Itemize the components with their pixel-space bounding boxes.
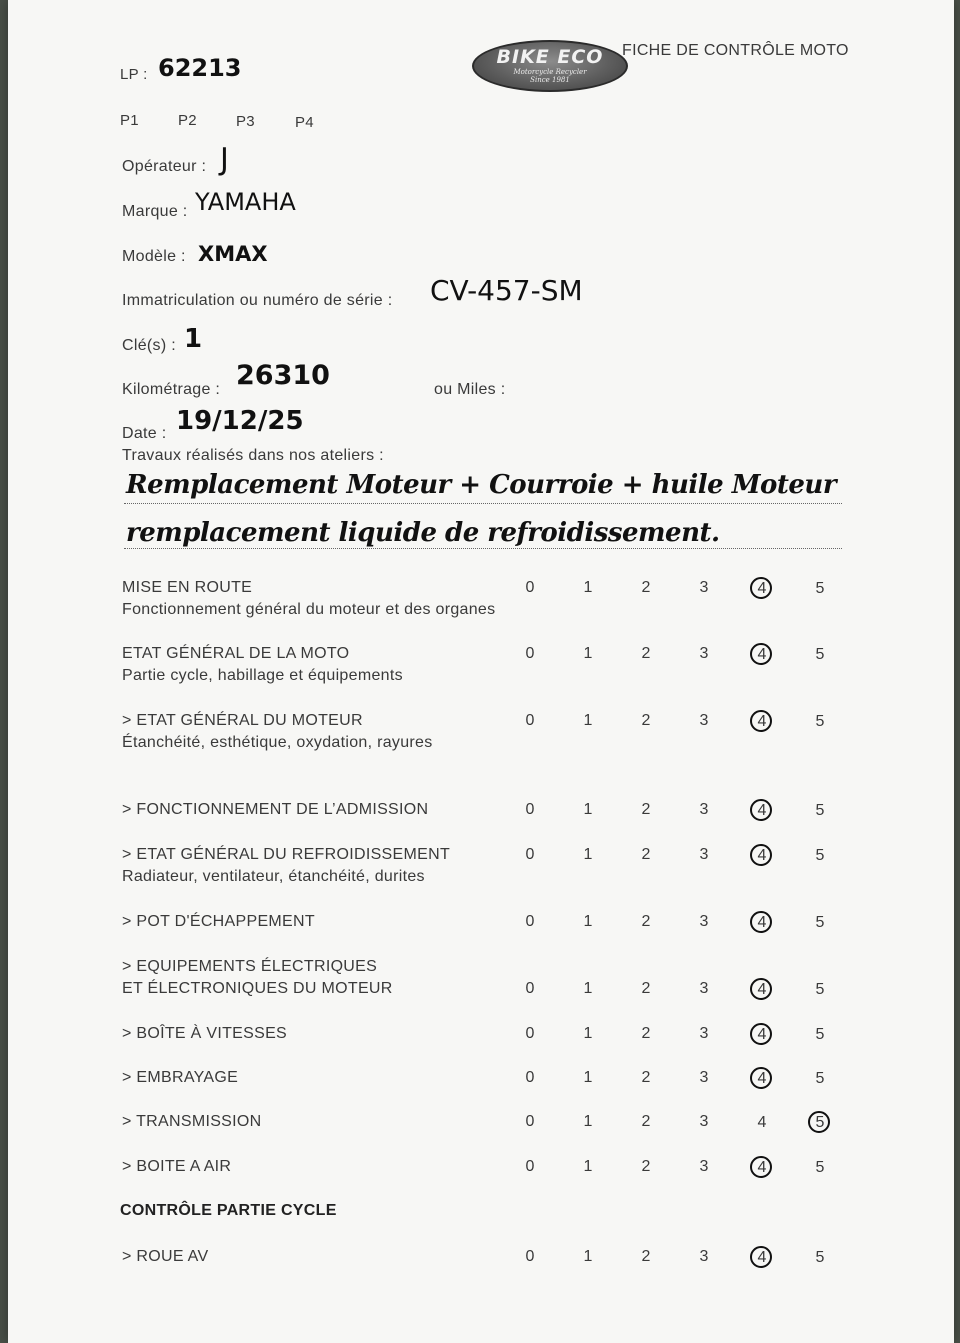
- score-option-2[interactable]: 2: [641, 1069, 651, 1086]
- score-option-1[interactable]: 1: [583, 1158, 593, 1175]
- score-option-3[interactable]: 3: [699, 846, 709, 863]
- score-option-3[interactable]: 3: [699, 712, 709, 729]
- score-option-5[interactable]: 5: [815, 914, 825, 931]
- check-title: > BOÎTE À VITESSES: [122, 1025, 288, 1042]
- marque-value: YAMAHA: [195, 188, 296, 216]
- score-option-3[interactable]: 3: [699, 645, 709, 662]
- score-option-4[interactable]: 4: [757, 1249, 767, 1266]
- score-option-3[interactable]: 3: [699, 579, 709, 596]
- check-title: > FONCTIONNEMENT DE L’ADMISSION: [122, 801, 429, 818]
- score-option-4[interactable]: 4: [757, 981, 767, 998]
- check-title: > ETAT GÉNÉRAL DU MOTEUR: [122, 712, 363, 729]
- selected-score-circle: [750, 844, 772, 866]
- score-option-2[interactable]: 2: [641, 1158, 651, 1175]
- selected-score-circle: [750, 799, 772, 821]
- score-option-5[interactable]: 5: [815, 646, 825, 663]
- check-title: > EMBRAYAGE: [122, 1069, 239, 1086]
- control-sheet: [8, 0, 954, 1343]
- position-p1: P1: [120, 112, 139, 129]
- check-subtitle: Fonctionnement général du moteur et des organes: [122, 601, 496, 618]
- score-option-0[interactable]: 0: [525, 579, 535, 596]
- miles-label: ou Miles :: [434, 381, 506, 398]
- score-option-2[interactable]: 2: [641, 1025, 651, 1042]
- travaux-line-2: remplacement liquide de refroidissement.: [126, 518, 720, 548]
- score-option-3[interactable]: 3: [699, 1248, 709, 1265]
- score-option-4[interactable]: 4: [757, 1114, 767, 1131]
- travaux-line-1: Remplacement Moteur + Courroie + huile Moteur: [126, 470, 837, 500]
- lp-value: 62213: [158, 54, 242, 82]
- score-option-5[interactable]: 5: [815, 981, 825, 998]
- position-p4: P4: [295, 114, 314, 131]
- selected-score-circle: [750, 1156, 772, 1178]
- score-option-5[interactable]: 5: [815, 1114, 825, 1131]
- kilometrage-label: Kilométrage :: [122, 381, 221, 398]
- check-title: > TRANSMISSION: [122, 1113, 262, 1130]
- score-option-5[interactable]: 5: [815, 713, 825, 730]
- score-option-1[interactable]: 1: [583, 801, 593, 818]
- check-subtitle: ET ÉLECTRONIQUES DU MOTEUR: [122, 980, 393, 997]
- check-title: > EQUIPEMENTS ÉLECTRIQUES: [122, 958, 378, 975]
- score-option-2[interactable]: 2: [641, 579, 651, 596]
- selected-score-circle: [808, 1111, 830, 1133]
- score-option-2[interactable]: 2: [641, 645, 651, 662]
- lp-label: LP :: [120, 66, 148, 83]
- score-option-1[interactable]: 1: [583, 1113, 593, 1130]
- modele-value: XMAX: [198, 242, 268, 266]
- score-option-2[interactable]: 2: [641, 801, 651, 818]
- kilometrage-value: 26310: [236, 360, 330, 391]
- selected-score-circle: [750, 1067, 772, 1089]
- check-title: > ROUE AV: [122, 1248, 209, 1265]
- score-option-1[interactable]: 1: [583, 712, 593, 729]
- cles-label: Clé(s) :: [122, 337, 176, 354]
- score-option-1[interactable]: 1: [583, 846, 593, 863]
- score-option-4[interactable]: 4: [757, 802, 767, 819]
- score-option-4[interactable]: 4: [757, 580, 767, 597]
- operateur-value: J: [220, 142, 229, 177]
- date-label: Date :: [122, 425, 167, 442]
- score-option-4[interactable]: 4: [757, 1159, 767, 1176]
- position-p2: P2: [178, 112, 197, 129]
- score-option-3[interactable]: 3: [699, 1025, 709, 1042]
- score-option-2[interactable]: 2: [641, 1248, 651, 1265]
- score-option-1[interactable]: 1: [583, 1069, 593, 1086]
- travaux-dotted-line-1: [124, 503, 842, 504]
- score-option-5[interactable]: 5: [815, 802, 825, 819]
- score-option-0[interactable]: 0: [525, 1158, 535, 1175]
- check-title: ETAT GÉNÉRAL DE LA MOTO: [122, 645, 350, 662]
- score-option-0[interactable]: 0: [525, 712, 535, 729]
- operateur-label: Opérateur :: [122, 158, 207, 175]
- check-subtitle: Étanchéité, esthétique, oxydation, rayures: [122, 734, 433, 751]
- score-option-4[interactable]: 4: [757, 713, 767, 730]
- score-option-3[interactable]: 3: [699, 1069, 709, 1086]
- score-option-0[interactable]: 0: [525, 980, 535, 997]
- score-option-0[interactable]: 0: [525, 913, 535, 930]
- score-option-1[interactable]: 1: [583, 1248, 593, 1265]
- check-subtitle: Radiateur, ventilateur, étanchéité, durites: [122, 868, 425, 885]
- score-option-0[interactable]: 0: [525, 1025, 535, 1042]
- score-option-3[interactable]: 3: [699, 1158, 709, 1175]
- score-option-3[interactable]: 3: [699, 980, 709, 997]
- score-option-4[interactable]: 4: [757, 646, 767, 663]
- check-title: MISE EN ROUTE: [122, 579, 253, 596]
- position-p3: P3: [236, 113, 255, 130]
- bike-eco-logo: BIKE ECO Motorcycle Recycler Since 1981: [472, 40, 628, 92]
- selected-score-circle: [750, 1023, 772, 1045]
- date-value: 19/12/25: [176, 406, 304, 436]
- immatriculation-label: Immatriculation ou numéro de série :: [122, 292, 393, 309]
- score-option-5[interactable]: 5: [815, 580, 825, 597]
- score-option-2[interactable]: 2: [641, 913, 651, 930]
- cles-value: 1: [184, 324, 203, 354]
- selected-score-circle: [750, 643, 772, 665]
- score-option-3[interactable]: 3: [699, 801, 709, 818]
- score-option-0[interactable]: 0: [525, 1069, 535, 1086]
- score-option-0[interactable]: 0: [525, 801, 535, 818]
- check-title: > POT D'ÉCHAPPEMENT: [122, 913, 315, 930]
- score-option-5[interactable]: 5: [815, 1070, 825, 1087]
- score-option-2[interactable]: 2: [641, 980, 651, 997]
- score-option-2[interactable]: 2: [641, 1113, 651, 1130]
- check-title: > ETAT GÉNÉRAL DU REFROIDISSEMENT: [122, 846, 451, 863]
- check-subtitle: Partie cycle, habillage et équipements: [122, 667, 403, 684]
- selected-score-circle: [750, 1246, 772, 1268]
- score-option-4[interactable]: 4: [757, 914, 767, 931]
- score-option-1[interactable]: 1: [583, 913, 593, 930]
- score-option-0[interactable]: 0: [525, 846, 535, 863]
- modele-label: Modèle :: [122, 248, 186, 265]
- score-option-4[interactable]: 4: [757, 847, 767, 864]
- score-option-3[interactable]: 3: [699, 913, 709, 930]
- score-option-0[interactable]: 0: [525, 1113, 535, 1130]
- section-partie-cycle: CONTRÔLE PARTIE CYCLE: [120, 1202, 337, 1219]
- selected-score-circle: [750, 978, 772, 1000]
- score-option-5[interactable]: 5: [815, 1249, 825, 1266]
- check-title: > BOITE A AIR: [122, 1158, 232, 1175]
- score-option-1[interactable]: 1: [583, 645, 593, 662]
- score-option-1[interactable]: 1: [583, 980, 593, 997]
- immatriculation-value: CV-457-SM: [430, 274, 583, 307]
- score-option-4[interactable]: 4: [757, 1070, 767, 1087]
- score-option-0[interactable]: 0: [525, 645, 535, 662]
- score-option-1[interactable]: 1: [583, 1025, 593, 1042]
- selected-score-circle: [750, 710, 772, 732]
- selected-score-circle: [750, 577, 772, 599]
- score-option-3[interactable]: 3: [699, 1113, 709, 1130]
- selected-score-circle: [750, 911, 772, 933]
- sheet-title: FICHE DE CONTRÔLE MOTO: [622, 42, 849, 59]
- score-option-5[interactable]: 5: [815, 847, 825, 864]
- score-option-1[interactable]: 1: [583, 579, 593, 596]
- score-option-0[interactable]: 0: [525, 1248, 535, 1265]
- travaux-dotted-line-2: [124, 548, 842, 549]
- score-option-2[interactable]: 2: [641, 712, 651, 729]
- score-option-5[interactable]: 5: [815, 1026, 825, 1043]
- score-option-2[interactable]: 2: [641, 846, 651, 863]
- score-option-5[interactable]: 5: [815, 1159, 825, 1176]
- marque-label: Marque :: [122, 203, 188, 220]
- score-option-4[interactable]: 4: [757, 1026, 767, 1043]
- travaux-label: Travaux réalisés dans nos ateliers :: [122, 447, 384, 464]
